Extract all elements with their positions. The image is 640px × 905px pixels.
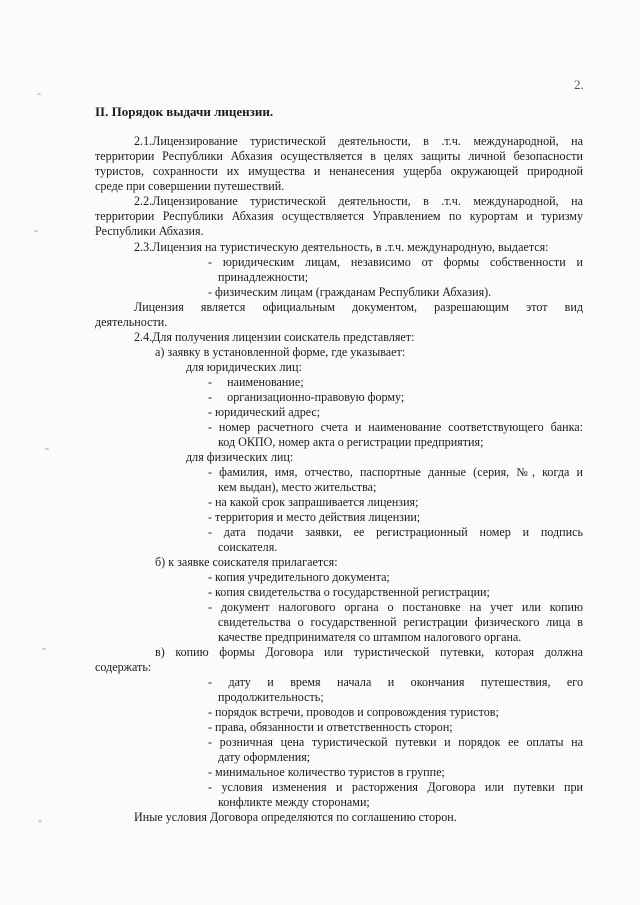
list-item: - минимальное количество туристов в группе; xyxy=(208,765,445,779)
list-item: - номер расчетного счета и наименование соответствующего банка: xyxy=(208,420,583,434)
text-line: Республики Абхазия. xyxy=(95,224,204,238)
text-line: территории Республики Абхазия осуществляется Управлением по курортам и туризму xyxy=(95,209,583,223)
list-item: - порядок встречи, проводов и сопровождения туристов; xyxy=(208,705,499,719)
text-line: код ОКПО, номер акта о регистрации предприятия; xyxy=(218,435,484,449)
text-line: 2.4.Для получения лицензии соискатель представляет: xyxy=(134,330,415,344)
text-line: Иные условия Договора определяются по соглашению сторон. xyxy=(134,810,457,824)
text-line: для физических лиц: xyxy=(186,450,294,464)
list-item: - розничная цена туристической путевки и порядок ее оплаты на xyxy=(208,735,583,749)
text-line: дату оформления; xyxy=(218,750,311,764)
list-item: - организационно-правовую форму; xyxy=(208,390,405,404)
list-item: - фамилия, имя, отчество, паспортные данные (серия, №, когда и xyxy=(208,465,583,479)
text-line: принадлежности; xyxy=(218,270,309,284)
text-line: туристов, сохранности их имущества и ненанесения ущерба окружающей природной xyxy=(95,164,583,178)
text-line: территории Республики Абхазия осуществляется в целях защиты личной безопасности xyxy=(95,149,583,163)
list-item: - копия учредительного документа; xyxy=(208,570,390,584)
text-line: содержать: xyxy=(95,660,152,674)
text-line: соискателя. xyxy=(218,540,278,554)
page-number: 2. xyxy=(574,77,584,92)
list-item: - юридический адрес; xyxy=(208,405,321,419)
section-heading: II. Порядок выдачи лицензии. xyxy=(95,104,274,119)
text-line: качестве предпринимателя со штампом налогового органа. xyxy=(218,630,522,644)
list-item: - дата подачи заявки, ее регистрационный номер и подпись xyxy=(208,525,583,539)
list-item: - территория и место действия лицензии; xyxy=(208,510,421,524)
list-item: - документ налогового органа о постановке на учет или копию xyxy=(208,600,583,614)
list-item: - дату и время начала и окончания путешествия, его xyxy=(208,675,583,689)
list-item: - копия свидетельства о государственной регистрации; xyxy=(208,585,490,599)
text-line: для юридических лиц: xyxy=(186,360,302,374)
text-line: в) копию формы Договора или туристической путевки, которая должна xyxy=(155,645,583,659)
text-line: а) заявку в установленной форме, где указывает: xyxy=(155,345,406,359)
text-line: продолжительность; xyxy=(218,690,324,704)
list-item: - физическим лицам (гражданам Республики Абхазия). xyxy=(208,285,492,299)
text-line: б) к заявке соискателя прилагается: xyxy=(155,555,338,569)
text-line: деятельности. xyxy=(95,315,168,329)
text-line: Лицензия является официальным документом, разрешающим этот вид xyxy=(134,300,583,314)
list-item: - условия изменения и расторжения Договора или путевки при xyxy=(208,780,583,794)
text-line: 2.1.Лицензирование туристической деятельности, в .т.ч. международной, на xyxy=(134,134,583,148)
text-line: 2.2.Лицензирование туристической деятельности, в .т.ч. международной, на xyxy=(134,194,583,208)
scan-mark xyxy=(37,93,41,95)
list-item: - на какой срок запрашивается лицензия; xyxy=(208,495,419,509)
scan-mark xyxy=(38,820,42,822)
text-line: 2.3.Лицензия на туристическую деятельность, в .т.ч. международную, выдается: xyxy=(134,240,549,254)
text-line: кем выдан), место жительства; xyxy=(218,480,377,494)
list-item: - юридическим лицам, независимо от формы собственности и xyxy=(208,255,583,269)
text-line: конфликте между сторонами; xyxy=(218,795,370,809)
list-item: - наименование; xyxy=(208,375,304,389)
text-line: свидетельства о государственной регистрации физического лица в xyxy=(218,615,583,629)
scan-mark xyxy=(45,448,49,450)
text-line: среде при совершении путешествий. xyxy=(95,179,285,193)
scan-mark xyxy=(42,648,46,650)
list-item: - права, обязанности и ответственность сторон; xyxy=(208,720,453,734)
scan-mark xyxy=(34,230,38,232)
